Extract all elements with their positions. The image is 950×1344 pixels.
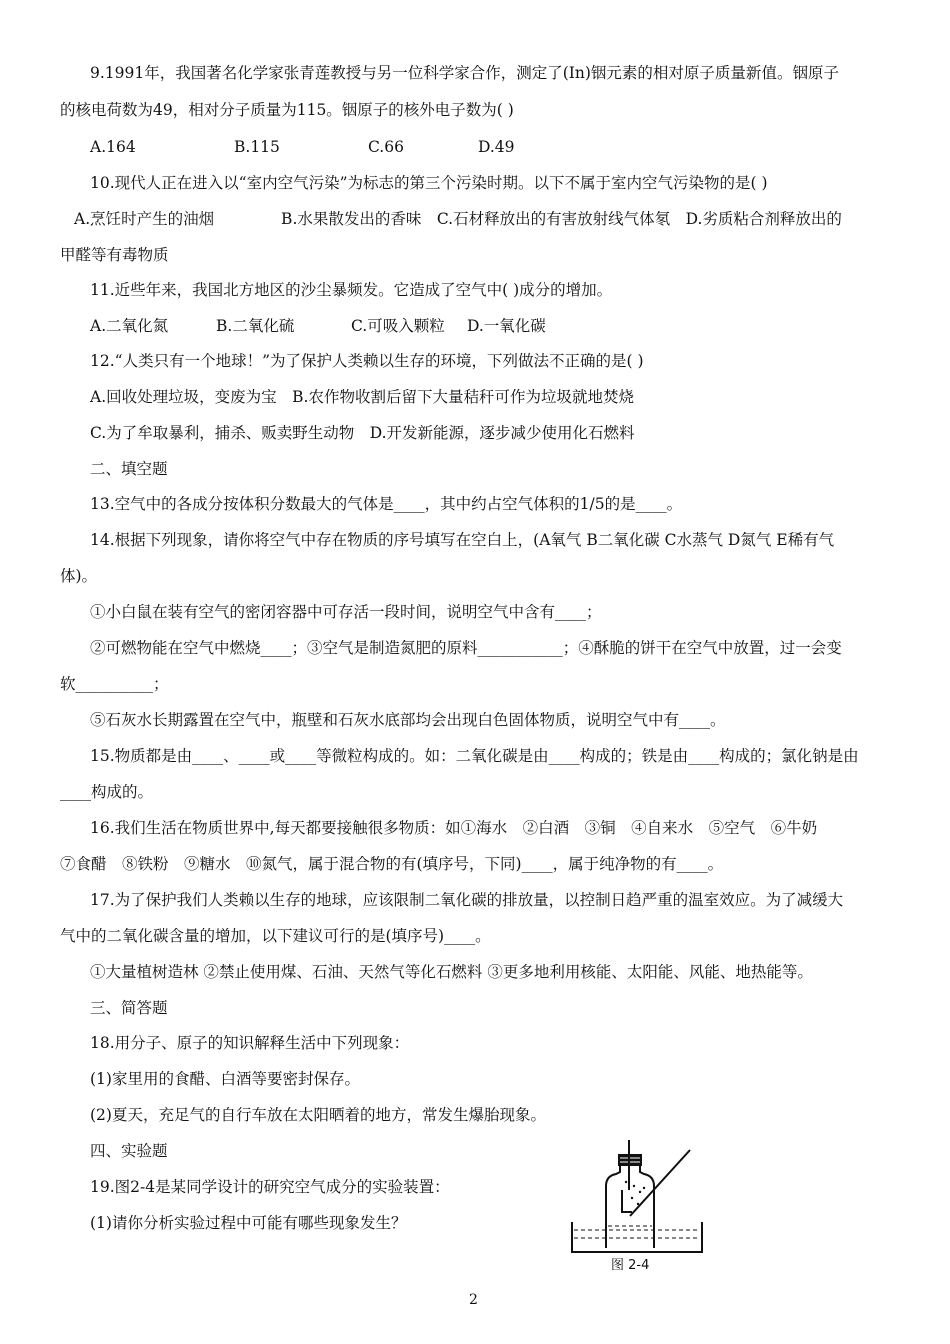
q15-line2: ____构成的。 [60,783,154,801]
q9-line2: 的核电荷数为49，相对分子质量为115。铟原子的核外电子数为( ) [60,101,514,119]
q9-option-c: C.66 [368,138,404,156]
q14-line2: 体)。 [60,567,98,585]
q17-line2: 气中的二氧化碳含量的增加，以下建议可行的是(填序号)____。 [60,927,491,945]
q17-line1: 17.为了保护我们人类赖以生存的地球，应该限制二氧化碳的排放量，以控制日趋严重的温室效应。为了减缓大 [90,891,844,909]
q11-option-a: A.二氧化氮 [90,317,169,335]
section-experiment-heading: 四、实验题 [90,1142,168,1160]
q19-line1: 19.图2-4是某同学设计的研究空气成分的实验装置： [90,1178,450,1196]
q18-line2: (1)家里用的食醋、白酒等要密封保存。 [90,1070,360,1088]
q14-line5: 软__________； [60,675,169,693]
q10-line2: A.烹饪时产生的油烟 B.水果散发出的香味 C.石材释放出的有害放射线气体氡 D.劣质粘合剂释放出的 [74,210,842,228]
q12-line2: A.回收处理垃圾，变废为宝 B.农作物收割后留下大量秸秆可作为垃圾就地焚烧 [90,388,634,406]
section-short-answer-heading: 三、简答题 [90,999,168,1017]
q14-line1: 14.根据下列现象，请你将空气中存在物质的序号填写在空白上，(A氧气 B二氧化碳 C水蒸气 D氮气 E稀有气 [90,531,835,549]
q10-line3: 甲醛等有毒物质 [60,246,169,264]
q9-option-b: B.115 [234,138,280,156]
q18-line3: (2)夏天，充足气的自行车放在太阳晒着的地方，常发生爆胎现象。 [90,1106,546,1124]
q11-option-d: D.一氧化碳 [467,317,546,335]
q17-line3: ①大量植树造林 ②禁止使用煤、石油、天然气等化石燃料 ③更多地利用核能、太阳能、风能、地热能等。 [90,963,813,981]
q16-line1: 16.我们生活在物质世界中,每天都要接触很多物质：如①海水 ②白酒 ③铜 ④自来水 ⑤空气 ⑥牛奶 [90,819,818,837]
q19-line2: (1)请你分析实验过程中可能有哪些现象发生？ [90,1214,407,1232]
q16-line2: ⑦食醋 ⑧铁粉 ⑨糖水 ⑩氮气，属于混合物的有(填序号，下同)____，属于纯净物的有____。 [60,855,724,873]
q11-line1: 11.近些年来，我国北方地区的沙尘暴频发。它造成了空气中( )成分的增加。 [90,281,613,299]
page-number: 2 [469,1292,478,1308]
q9-line1: 9.1991年，我国著名化学家张青莲教授与另一位科学家合作，测定了(In)铟元素的相对原子质量新值。铟原子 [90,64,839,82]
q12-line3: C.为了牟取暴利，捕杀、贩卖野生动物 D.开发新能源，逐步减少使用化石燃料 [90,424,635,442]
q9-option-a: A.164 [90,138,136,156]
q12-line1: 12.“人类只有一个地球！”为了保护人类赖以生存的环境，下列做法不正确的是( ) [90,352,644,370]
q18-line1: 18.用分子、原子的知识解释生活中下列现象： [90,1034,410,1052]
figure-caption: 图 2-4 [611,1258,650,1273]
section-fill-blank-heading: 二、填空题 [90,460,168,478]
q14-line6: ⑤石灰水长期露置在空气中，瓶壁和石灰水底部均会出现白色固体物质，说明空气中有____。 [90,711,726,729]
q15-line1: 15.物质都是由____、____或____等微粒构成的。如：二氧化碳是由____构成的；铁是由____构成的；氯化钠是由 [90,747,859,765]
q13-line1: 13.空气中的各成分按体积分数最大的气体是____，其中约占空气体积的1/5的是____。 [90,495,683,513]
q9-option-d: D.49 [478,138,515,156]
q11-option-b: B.二氧化硫 [216,317,295,335]
q11-option-c: C.可吸入颗粒 [351,317,445,335]
q14-line4: ②可燃物能在空气中燃烧____；③空气是制造氮肥的原料___________；④酥脆的饼干在空气中放置，过一会变 [90,639,842,657]
q14-line3: ①小白鼠在装有空气的密闭容器中可存活一段时间，说明空气中含有____； [90,603,602,621]
q10-line1: 10.现代人正在进入以“室内空气污染”为标志的第三个污染时期。以下不属于室内空气污染物的是( ) [90,174,768,192]
